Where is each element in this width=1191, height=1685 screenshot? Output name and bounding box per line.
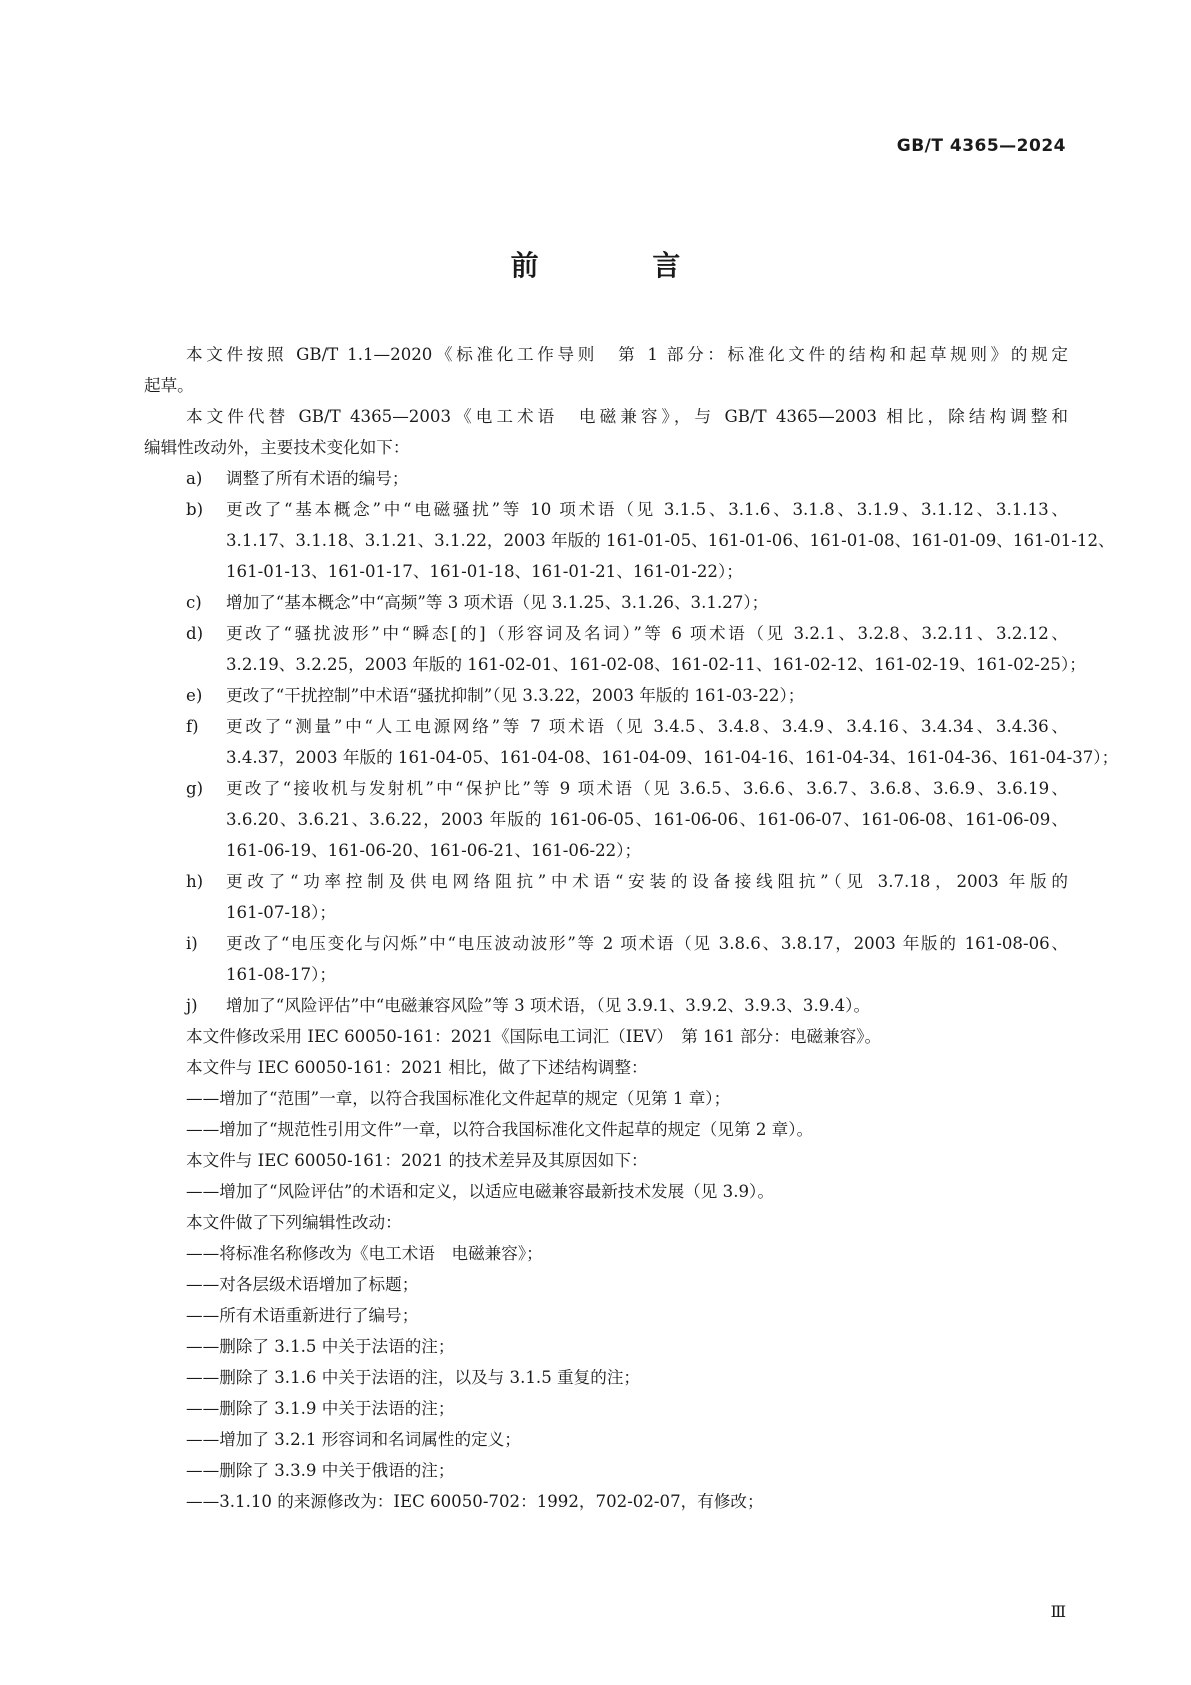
note-line: 本文件与 IEC 60050-161：2021 的技术差异及其原因如下：: [186, 1151, 648, 1170]
paragraph-line: 本文件按照 GB/T 1.1—2020《标准化工作导则 第 1 部分：标准化文件的结构和起草规则》的规定: [186, 345, 1068, 364]
list-item-text: 更改了“接收机与发射机”中“保护比”等 9 项术语（见 3.6.5、3.6.6、3.6.7、3.6.8、3.6.9、3.6.19、: [226, 779, 1068, 798]
document-code: GB/T 4365—2024: [896, 136, 1066, 156]
list-item-text: 更改了“测量”中“人工电源网络”等 7 项术语（见 3.4.5、3.4.8、3.4.9、3.4.16、3.4.34、3.4.36、: [226, 717, 1068, 736]
paragraph-line: 编辑性改动外，主要技术变化如下：: [144, 438, 410, 457]
list-item-line: 3.2.19、3.2.25，2003 年版的 161-02-01、161-02-08、161-02-11、161-02-12、161-02-19、161-02-25）；: [226, 655, 1086, 674]
paragraph-line: 本文件代替 GB/T 4365—2003《电工术语 电磁兼容》，与 GB/T 4365—2003 相比，除结构调整和: [186, 407, 1068, 426]
list-item-line: 161-07-18）；: [226, 903, 337, 922]
note-line: ——3.1.10 的来源修改为：IEC 60050-702：1992，702-02-07，有修改；: [186, 1492, 764, 1511]
list-item-line: [144, 928, 1068, 959]
list-item-marker: f): [186, 717, 199, 736]
note-line: ——增加了“范围”一章，以符合我国标准化文件起草的规定（见第 1 章）；: [186, 1089, 731, 1108]
note-line: ——所有术语重新进行了编号；: [186, 1306, 419, 1325]
list-item-line: [144, 463, 1068, 494]
list-item-line: 3.1.17、3.1.18、3.1.21、3.1.22，2003 年版的 161-01-05、161-01-06、161-01-08、161-01-09、161-01-12、: [226, 531, 1115, 550]
list-item-line: [144, 990, 1068, 1021]
list-item-text: 调整了所有术语的编号；: [226, 469, 409, 488]
list-item-text: 增加了“风险评估”中“电磁兼容风险”等 3 项术语，（见 3.9.1、3.9.2、3.9.3、3.9.4）。: [226, 996, 871, 1015]
list-item-line: [144, 711, 1068, 742]
list-item-marker: j): [186, 996, 198, 1015]
note-line: ——对各层级术语增加了标题；: [186, 1275, 419, 1294]
list-item-text: 增加了“基本概念”中“高频”等 3 项术语（见 3.1.25、3.1.26、3.1.27）；: [226, 593, 769, 612]
list-item-marker: d): [186, 624, 204, 643]
list-item-line: 161-08-17）；: [226, 965, 337, 984]
note-line: ——增加了 3.2.1 形容词和名词属性的定义；: [186, 1430, 521, 1449]
list-item-line: [144, 494, 1068, 525]
note-line: ——增加了“风险评估”的术语和定义，以适应电磁兼容最新技术发展（见 3.9）。: [186, 1182, 774, 1201]
list-item-line: 161-06-19、161-06-20、161-06-21、161-06-22）；: [226, 841, 642, 860]
list-item-marker: c): [186, 593, 202, 612]
paragraph-line: 起草。: [144, 376, 194, 395]
list-item-line: [144, 773, 1068, 804]
note-line: 本文件修改采用 IEC 60050-161：2021《国际电工词汇（IEV） 第 161 部分：电磁兼容》。: [186, 1027, 882, 1046]
note-line: ——删除了 3.1.9 中关于法语的注；: [186, 1399, 455, 1418]
list-item-line: 161-01-13、161-01-17、161-01-18、161-01-21、161-01-22）；: [226, 562, 743, 581]
list-item-marker: a): [186, 469, 203, 488]
list-item-text: 更改了“电压变化与闪烁”中“电压波动波形”等 2 项术语（见 3.8.6、3.8.17，2003 年版的 161-08-06、: [226, 934, 1068, 953]
note-line: ——删除了 3.3.9 中关于俄语的注；: [186, 1461, 455, 1480]
list-item-line: 3.4.37，2003 年版的 161-04-05、161-04-08、161-04-09、161-04-16、161-04-34、161-04-36、161-04-37）；: [226, 748, 1119, 767]
list-item-line: 3.6.20、3.6.21、3.6.22，2003 年版的 161-06-05、161-06-06、161-06-07、161-06-08、161-06-09、: [226, 810, 1068, 829]
list-item-line: [144, 680, 1068, 711]
list-item-marker: b): [186, 500, 204, 519]
list-item-line: [144, 587, 1068, 618]
revision-notes: [144, 1021, 1068, 1517]
list-item-marker: e): [186, 686, 203, 705]
list-item-marker: g): [186, 779, 204, 798]
foreword-body: [144, 339, 1119, 1517]
note-line: 本文件做了下列编辑性改动：: [186, 1213, 402, 1232]
list-item-line: [144, 866, 1068, 897]
list-item-text: 更改了“功率控制及供电网络阻抗”中术语“安装的设备接线阻抗”（见 3.7.18，2003 年版的: [226, 872, 1068, 891]
change-list: [144, 463, 1119, 1021]
list-item-text: 更改了“骚扰波形”中“瞬态[的]（形容词及名词）”等 6 项术语（见 3.2.1、3.2.8、3.2.11、3.2.12、: [226, 624, 1068, 643]
list-item-text: 更改了“基本概念”中“电磁骚扰”等 10 项术语（见 3.1.5、3.1.6、3.1.8、3.1.9、3.1.12、3.1.13、: [226, 500, 1068, 519]
page-title: 前 言: [510, 249, 733, 282]
note-line: ——删除了 3.1.6 中关于法语的注，以及与 3.1.5 重复的注；: [186, 1368, 641, 1387]
note-line: ——将标准名称修改为《电工术语 电磁兼容》；: [186, 1244, 543, 1263]
note-line: ——删除了 3.1.5 中关于法语的注；: [186, 1337, 455, 1356]
list-item-line: [144, 618, 1068, 649]
list-item-marker: h): [186, 872, 204, 891]
note-line: 本文件与 IEC 60050-161：2021 相比，做了下述结构调整：: [186, 1058, 648, 1077]
list-item-marker: i): [186, 934, 198, 953]
note-line: ——增加了“规范性引用文件”一章，以符合我国标准化文件起草的规定（见第 2 章）。: [186, 1120, 814, 1139]
list-item-text: 更改了“干扰控制”中术语“骚扰抑制”（见 3.3.22，2003 年版的 161-03-22）；: [226, 686, 805, 705]
page-number: Ⅲ: [1050, 1602, 1066, 1621]
